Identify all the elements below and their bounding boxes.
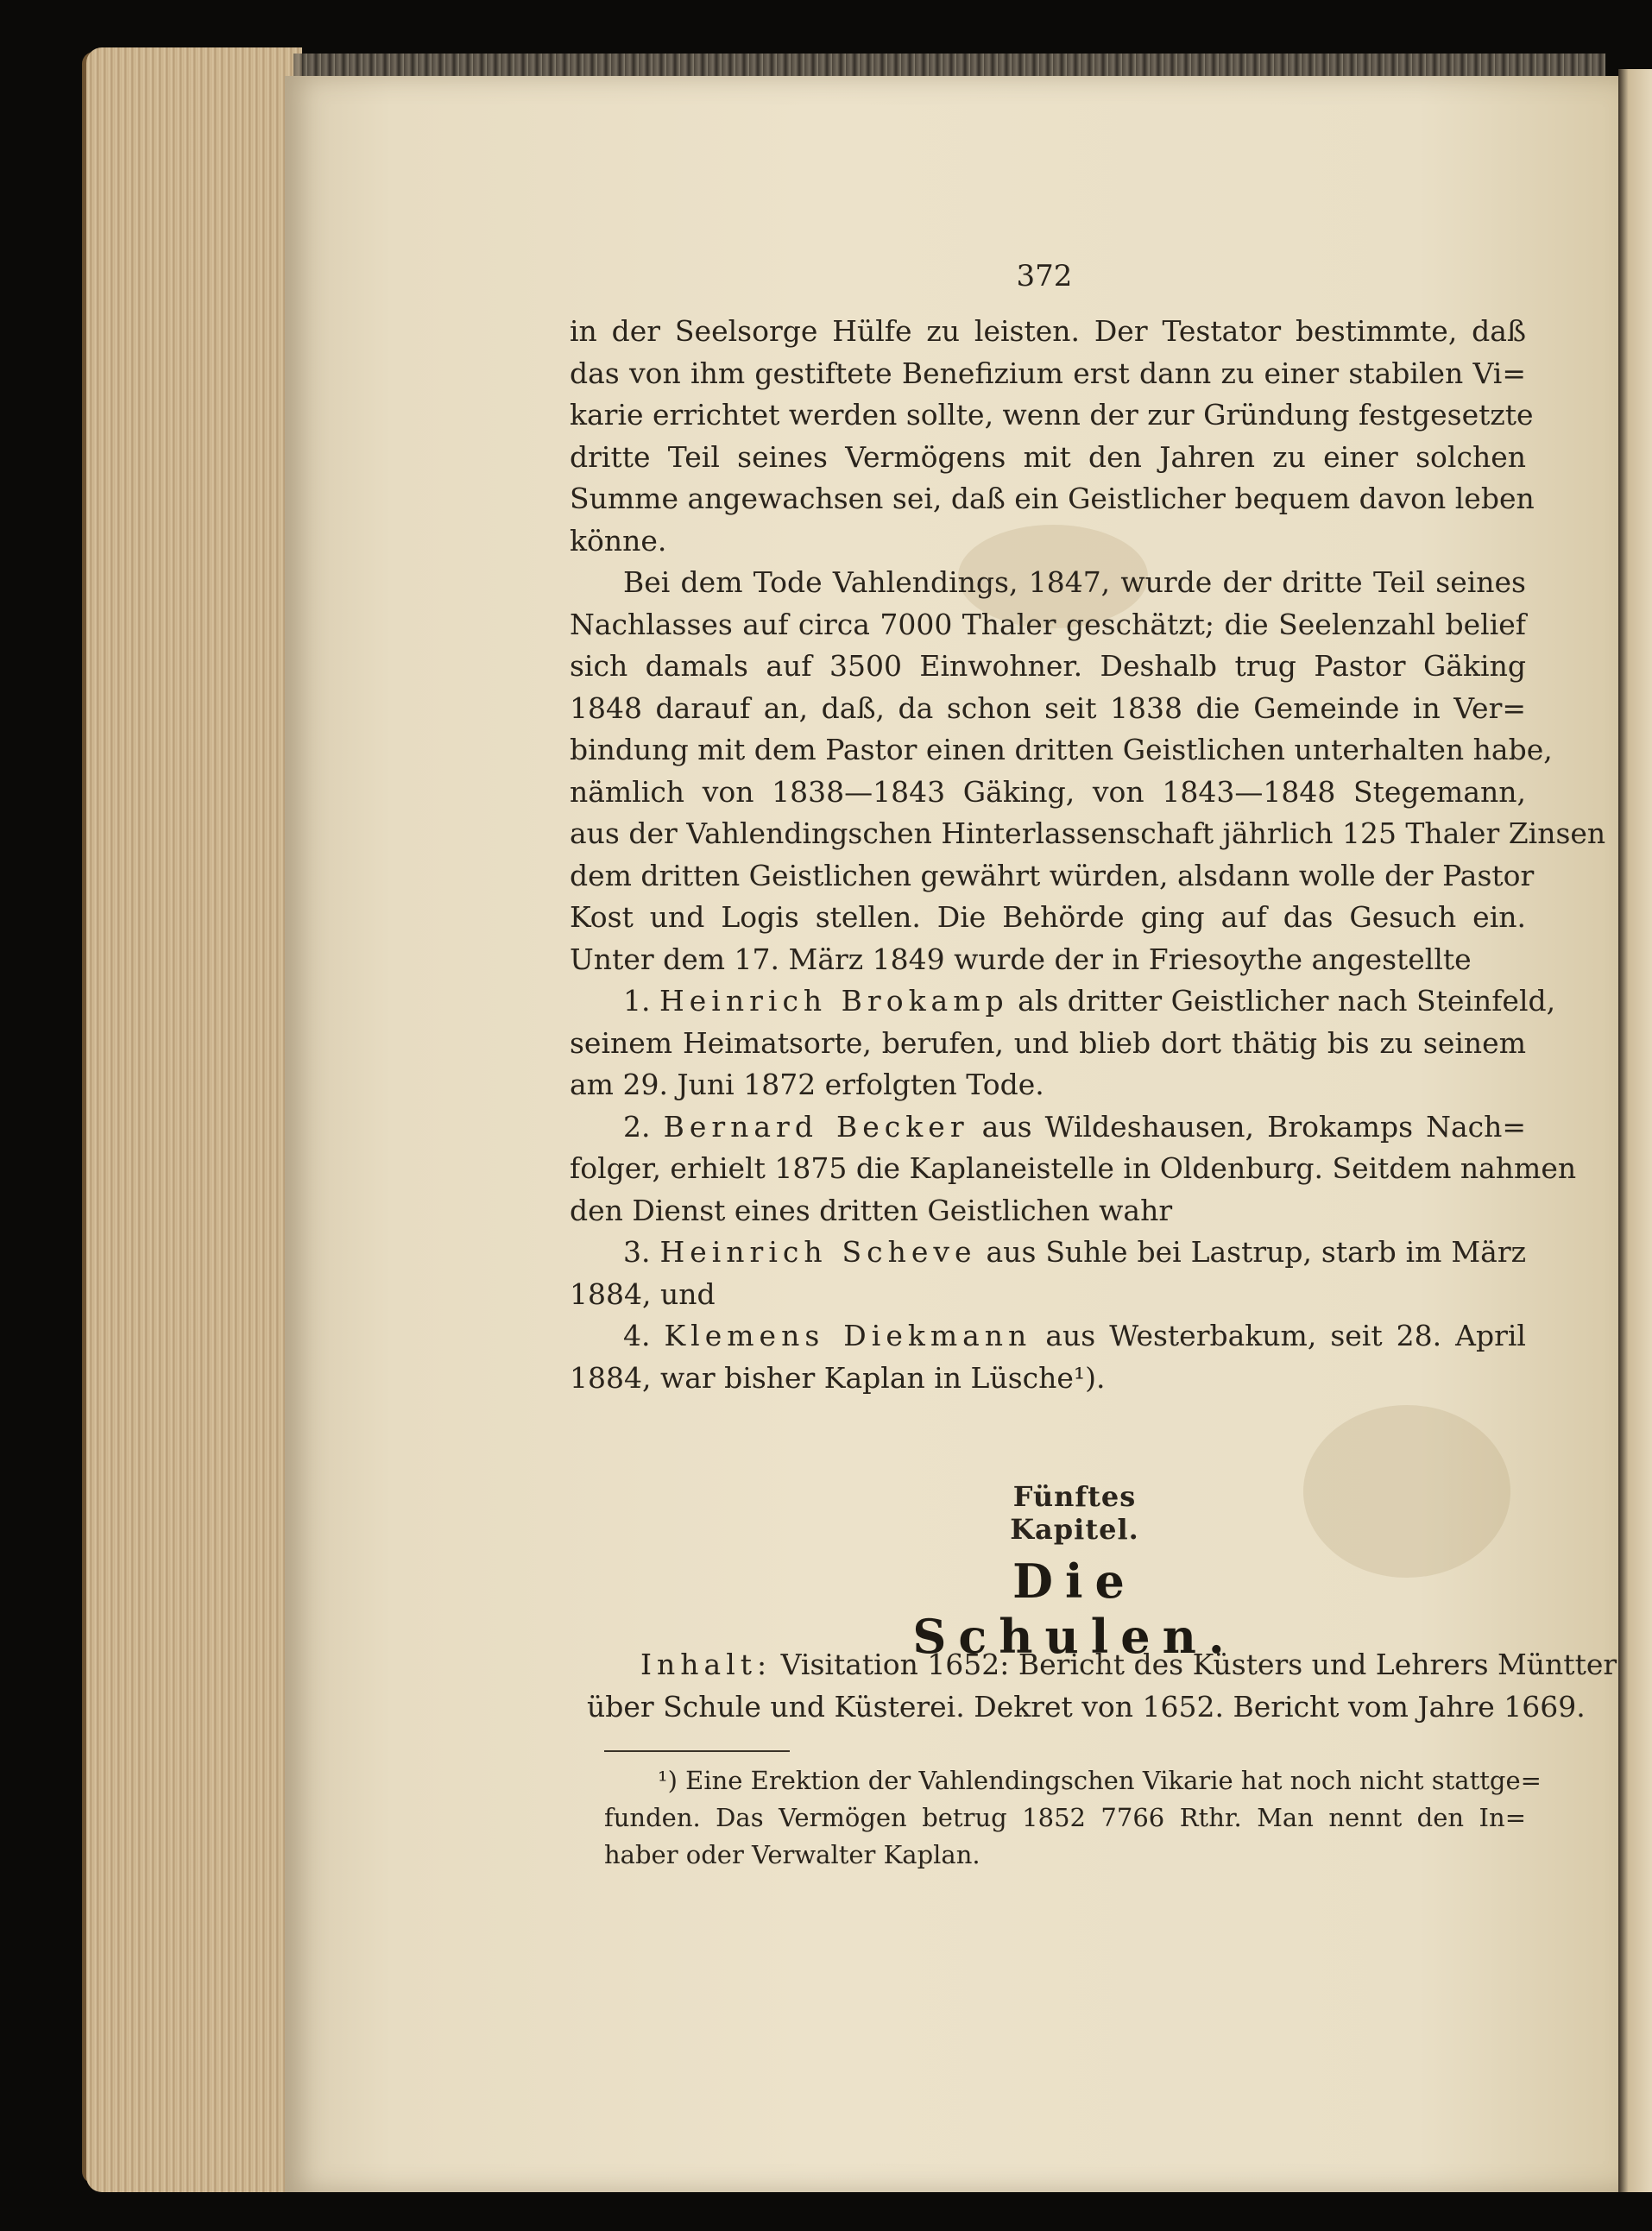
text-line: Unter dem 17. März 1849 wurde der in Friesoythe angestellte (570, 942, 1472, 976)
text-line: aus der Vahlendingschen Hinterlassenschaft jährlich 125 Thaler Zinsen (570, 816, 1606, 850)
list-item-number: 2. (623, 1109, 651, 1144)
body-text (570, 311, 1606, 1399)
list-item-number: 4. (623, 1319, 651, 1352)
paper-stain (1303, 1405, 1510, 1578)
list-item-name: Bernard Becker (663, 1109, 969, 1144)
list-item-number: 3. (623, 1235, 651, 1269)
footnote-line: haber oder Verwalter Kaplan. (604, 1840, 980, 1869)
text-line: am 29. Juni 1872 erfolgten Tode. (570, 1068, 1044, 1101)
text-line: karie errichtet werden sollte, wenn der zur Gründung festgesetzte (570, 398, 1534, 432)
text-line: das von ihm gestiftete Benefizium erst dann zu einer stabilen Vi= (570, 356, 1526, 390)
text-line: Bei dem Tode Vahlendings, 1847, wurde der dritte Teil seines (623, 565, 1526, 599)
list-item (570, 1106, 1526, 1149)
list-item-name: Heinrich Scheve (659, 1235, 977, 1269)
footnote-divider (604, 1750, 790, 1752)
list-item-number: 1. (623, 984, 651, 1018)
contents-summary (587, 1644, 1617, 1728)
text-line: den Dienst eines dritten Geistlichen wahr (570, 1193, 1173, 1227)
list-item-text: aus Suhle bei Lastrup, starb im März (986, 1235, 1527, 1269)
text-line: dem dritten Geistlichen gewährt würden, alsdann wolle der Pastor (570, 858, 1535, 892)
list-item (570, 1232, 1526, 1274)
footnote-line: funden. Das Vermögen betrug 1852 7766 Rthr. Man nennt den In= (604, 1803, 1526, 1832)
footnote-line: ¹) Eine Erektion der Vahlendingschen Vikarie hat noch nicht stattge= (658, 1766, 1542, 1795)
book-page-edges (86, 47, 302, 2192)
facing-page-edge (1618, 69, 1652, 2192)
text-line: Kost und Logis stellen. Die Behörde ging auf das Gesuch ein. (570, 900, 1526, 934)
contents-line: über Schule und Küsterei. Dekret von 1652. Bericht vom Jahre 1669. (587, 1689, 1586, 1724)
contents-text: Visitation 1652: Bericht des Küsters und Lehrers Müntter (780, 1648, 1617, 1681)
list-item-text: aus Wildeshausen, Brokamps Nach= (981, 1109, 1527, 1144)
list-item (570, 1315, 1526, 1358)
text-line: in der Seelsorge Hülfe zu leisten. Der Testator bestimmte, daß (570, 314, 1526, 348)
chapter-heading: Fünftes Kapitel. (1010, 1480, 1139, 1546)
list-item-text: als dritter Geistlicher nach Steinfeld, (1018, 984, 1556, 1018)
text-line: Summe angewachsen sei, daß ein Geistlicher bequem davon leben (570, 482, 1535, 515)
list-item-name: Klemens Diekmann (664, 1319, 1032, 1352)
text-line: bindung mit dem Pastor einen dritten Geistlichen unterhalten habe, (570, 733, 1553, 766)
text-line: nämlich von 1838—1843 Gäking, von 1843—1848 Stegemann, (570, 774, 1526, 809)
text-line: sich damals auf 3500 Einwohner. Deshalb trug Pastor Gäking (570, 649, 1526, 683)
list-item-name: Heinrich Brokamp (659, 984, 1009, 1018)
text-line: seinem Heimatsorte, berufen, und blieb dort thätig bis zu seinem (570, 1025, 1526, 1060)
contents-label: Inhalt: (640, 1648, 772, 1681)
text-line: 1848 darauf an, daß, da schon seit 1838 die Gemeinde in Ver= (570, 690, 1526, 725)
footnote (604, 1762, 1542, 1874)
text-line: könne. (570, 523, 667, 558)
page-number: 372 (1016, 259, 1073, 293)
section-title: Die Schulen. (912, 1554, 1237, 1664)
text-line: Nachlasses auf circa 7000 Thaler geschätzt; die Seelenzahl belief (570, 607, 1526, 641)
contents-line (587, 1644, 1617, 1686)
list-item (570, 980, 1556, 1023)
text-line: 1884, war bisher Kaplan in Lüsche¹). (570, 1360, 1106, 1395)
text-line: folger, erhielt 1875 die Kaplaneistelle in Oldenburg. Seitdem nahmen (570, 1151, 1577, 1185)
list-item-text: aus Westerbakum, seit 28. April (1045, 1319, 1526, 1352)
text-line: dritte Teil seines Vermögens mit den Jahren zu einer solchen (570, 439, 1526, 474)
text-line: 1884, und (570, 1276, 716, 1311)
